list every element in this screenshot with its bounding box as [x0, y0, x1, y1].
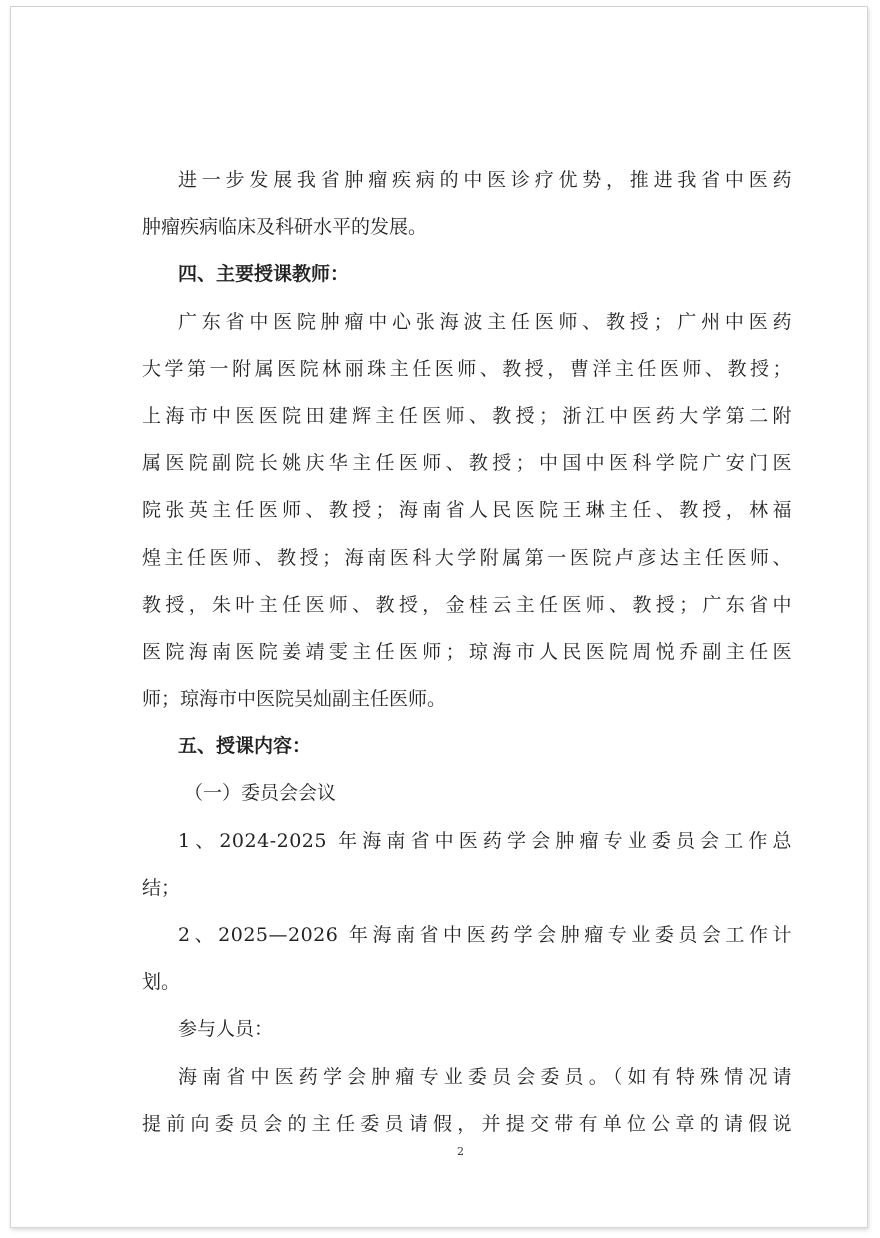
paragraph-line: 属医院副院长姚庆华主任医师、教授；中国中医科学院广安门医: [142, 452, 792, 475]
section-heading-teachers: 四、主要授课教师：: [178, 263, 350, 286]
list-item-line: 结；: [142, 876, 181, 899]
paragraph-line: 煌主任医师、教授；海南医科大学附属第一医院卢彦达主任医师、: [142, 546, 792, 569]
paragraph-line: 大学第一附属医院林丽珠主任医师、教授，曹洋主任医师、教授；: [142, 357, 792, 380]
paragraph-line: 师；琼海市中医院吴灿副主任医师。: [142, 688, 447, 711]
paragraph-line: 进一步发展我省肿瘤疾病的中医诊疗优势，推进我省中医药: [178, 169, 792, 191]
participants-label: 参与人员：: [178, 1018, 274, 1041]
document-body: [142, 157, 792, 1148]
list-item-line: 2、2025—2026 年海南省中医药学会肿瘤专业委员会工作计: [178, 924, 792, 946]
paragraph-line: 教授，朱叶主任医师、教授，金桂云主任医师、教授；广东省中: [142, 593, 792, 616]
section-heading-content: 五、授课内容：: [178, 735, 312, 758]
page-number: 2: [457, 1145, 464, 1158]
paragraph-line: 上海市中医医院田建辉主任医师、教授；浙江中医药大学第二附: [142, 404, 792, 427]
list-item-line: 1、2024-2025 年海南省中医药学会肿瘤专业委员会工作总: [178, 829, 792, 852]
paragraph-line: 提前向委员会的主任委员请假，并提交带有单位公章的请假说: [142, 1112, 792, 1135]
paragraph-line: 广东省中医院肿瘤中心张海波主任医师、教授；广州中医药: [178, 310, 792, 333]
list-item-line: 划。: [142, 971, 181, 994]
document-page: [10, 6, 868, 1228]
paragraph-line: 医院海南医院姜靖雯主任医师；琼海市人民医院周悦乔副主任医: [142, 640, 792, 663]
subsection-heading: （一）委员会会议: [184, 782, 337, 805]
paragraph-line: 院张英主任医师、教授；海南省人民医院王琳主任、教授，林福: [142, 499, 792, 522]
paragraph-line: 肿瘤疾病临床及科研水平的发展。: [142, 216, 428, 239]
paragraph-line: 海南省中医药学会肿瘤专业委员会委员。（如有特殊情况请: [178, 1065, 792, 1088]
